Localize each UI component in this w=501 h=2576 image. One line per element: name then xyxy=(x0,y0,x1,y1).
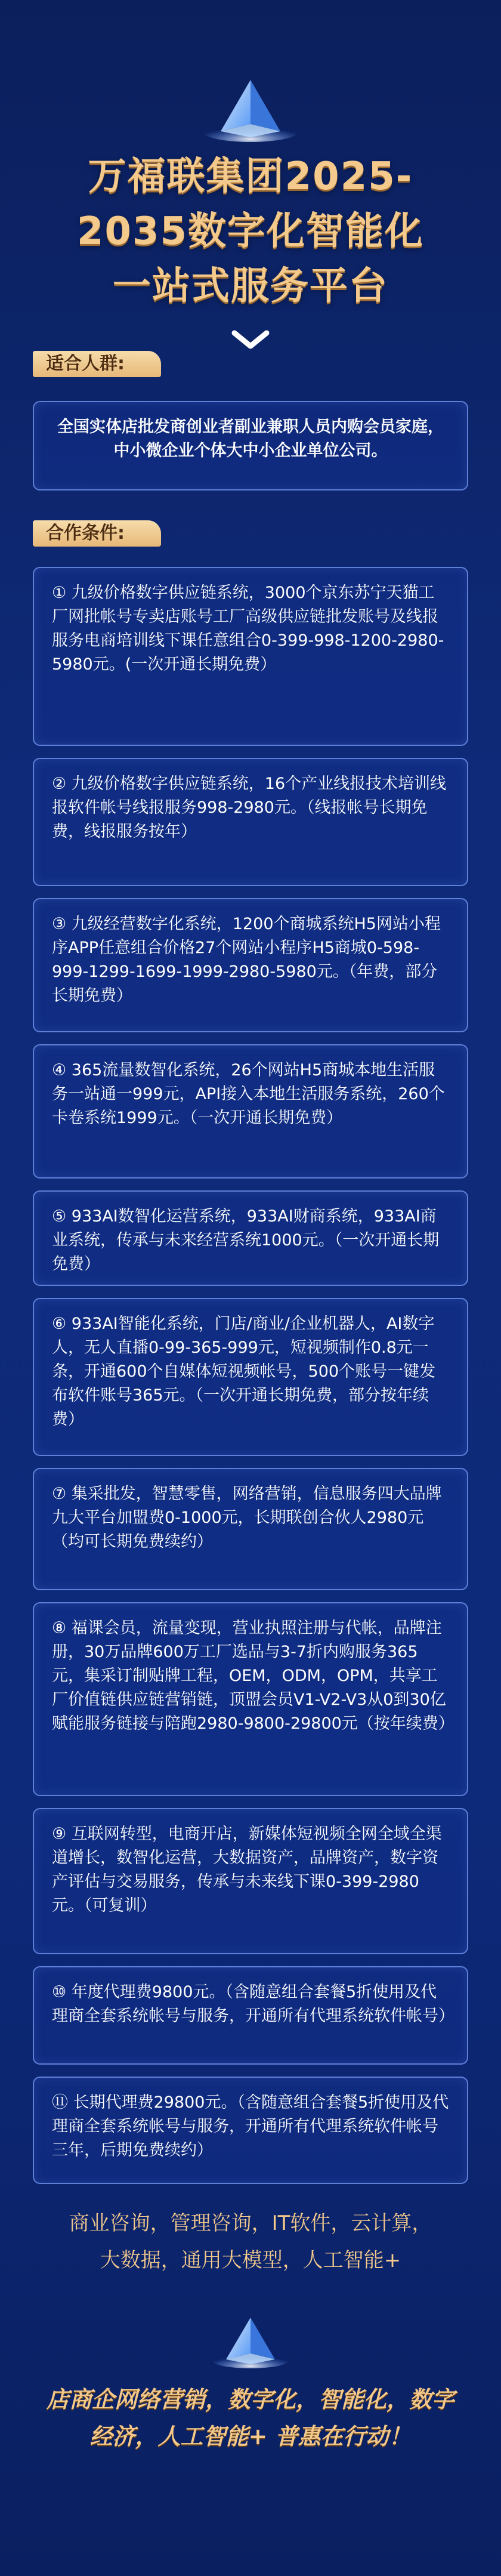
audience-tag: 适合人群: xyxy=(33,351,161,377)
slogan xyxy=(18,2381,483,2455)
condition-text: ⑪ 长期代理费29800元。（含随意组合套餐5折使用及代理商全套系统帐号与服务，开通所有代理系统软件帐号三年，后期免费续约） xyxy=(52,2093,449,2159)
condition-text: ① 九级价格数字供应链系统，3000个京东苏宁天猫工厂网批帐号专卖店账号工厂高级供应链批发账号及线报服务电商培训线下课任意组合0-399-998-1200-2980-5980元。(一次开通长期免费） xyxy=(52,584,444,674)
condition-card-11 xyxy=(33,2077,468,2184)
slogan-line-2: 经济，人工智能+ 普惠在行动！ xyxy=(89,2423,412,2449)
title-line-1: 万福联集团2025- xyxy=(88,155,413,199)
condition-card-1 xyxy=(33,567,468,746)
condition-text: ⑨ 互联网转型，电商开店，新媒体短视频全网全域全渠道增长，数智化运营，大数据资产，品牌资产，数字资产评估与交易服务，传承与未来线下课0-399-2980元。（可复训） xyxy=(52,1825,442,1915)
condition-text: ② 九级价格数字供应链系统，16个产业线报技术培训线报软件帐号线报服务998-2980元。（线报帐号长期免费，线报服务按年） xyxy=(52,775,447,841)
condition-card-6 xyxy=(33,1298,468,1456)
condition-text: ⑥ 933AI智能化系统，门店/商业/企业机器人，AI数字人，无人直播0-99-365-999元，短视频制作0.8元一条，开通600个自媒体短视频帐号，500个账号一键发布软件账号365元。（一次开通长期免费，部分按年续费） xyxy=(52,1315,436,1429)
crystal-pyramid-logo xyxy=(212,2315,289,2369)
condition-card-10 xyxy=(33,1966,468,2065)
page-title xyxy=(24,149,477,314)
chevron-down-icon xyxy=(230,328,271,352)
condition-card-3 xyxy=(33,898,468,1032)
slogan-line-1: 店商企网络营销，数字化，智能化，数字 xyxy=(46,2386,454,2413)
condition-card-7 xyxy=(33,1468,468,1590)
condition-card-9 xyxy=(33,1808,468,1954)
condition-text: ⑤ 933AI数智化运营系统，933AI财商系统，933AI商业系统，传承与未来经营系统1000元。（一次开通长期免费） xyxy=(52,1207,440,1273)
title-line-2: 2035数字化智能化 xyxy=(76,209,425,254)
title-line-3: 一站式服务平台 xyxy=(113,264,388,308)
services-list xyxy=(24,2205,477,2279)
condition-card-5 xyxy=(33,1190,468,1286)
condition-card-2 xyxy=(33,758,468,886)
audience-card xyxy=(33,401,468,490)
conditions-tag: 合作条件: xyxy=(33,520,161,547)
condition-card-8 xyxy=(33,1602,468,1796)
services-line-1: 商业咨询，管理咨询，IT软件，云计算， xyxy=(69,2211,432,2235)
condition-text: ④ 365流量数智化系统，26个网站H5商城本地生活服务一站通一999元，API接入本地生活服务系统，260个卡卷系统1999元。（一次开通长期免费） xyxy=(52,1061,445,1127)
condition-text: ⑩ 年度代理费9800元。（含随意组合套餐5折使用及代理商全套系统帐号与服务，开通所有代理系统软件帐号） xyxy=(52,1983,454,2025)
condition-text: ⑧ 福课会员，流量变现，营业执照注册与代帐，品牌注册，30万品牌600万工厂选品与3-7折内购服务365元，集采订制贴牌工程，OEM，ODM，OPM，共享工厂价值链供应链营销链，顶盟会员V1-V2-V3从0到30亿赋能服务链接与陪跑2980-9800-29800元（按年续费） xyxy=(52,1619,454,1733)
crystal-pyramid-logo xyxy=(203,78,298,143)
audience-text: 全国实体店批发商创业者副业兼职人员内购会员家庭，中小微企业个体大中小企业单位公司。 xyxy=(57,418,444,460)
services-line-2: 大数据，通用大模型，人工智能+ xyxy=(100,2248,401,2272)
condition-text: ③ 九级经营数字化系统，1200个商城系统H5网站小程序APP任意组合价格27个网站小程序H5商城0-598-999-1299-1699-1999-2980-5980元。（年费，部分长期免费） xyxy=(52,915,441,1005)
condition-text: ⑦ 集采批发，智慧零售，网络营销，信息服务四大品牌九大平台加盟费0-1000元，长期联创合伙人2980元（均可长期免费续约） xyxy=(52,1485,442,1551)
condition-card-4 xyxy=(33,1044,468,1179)
